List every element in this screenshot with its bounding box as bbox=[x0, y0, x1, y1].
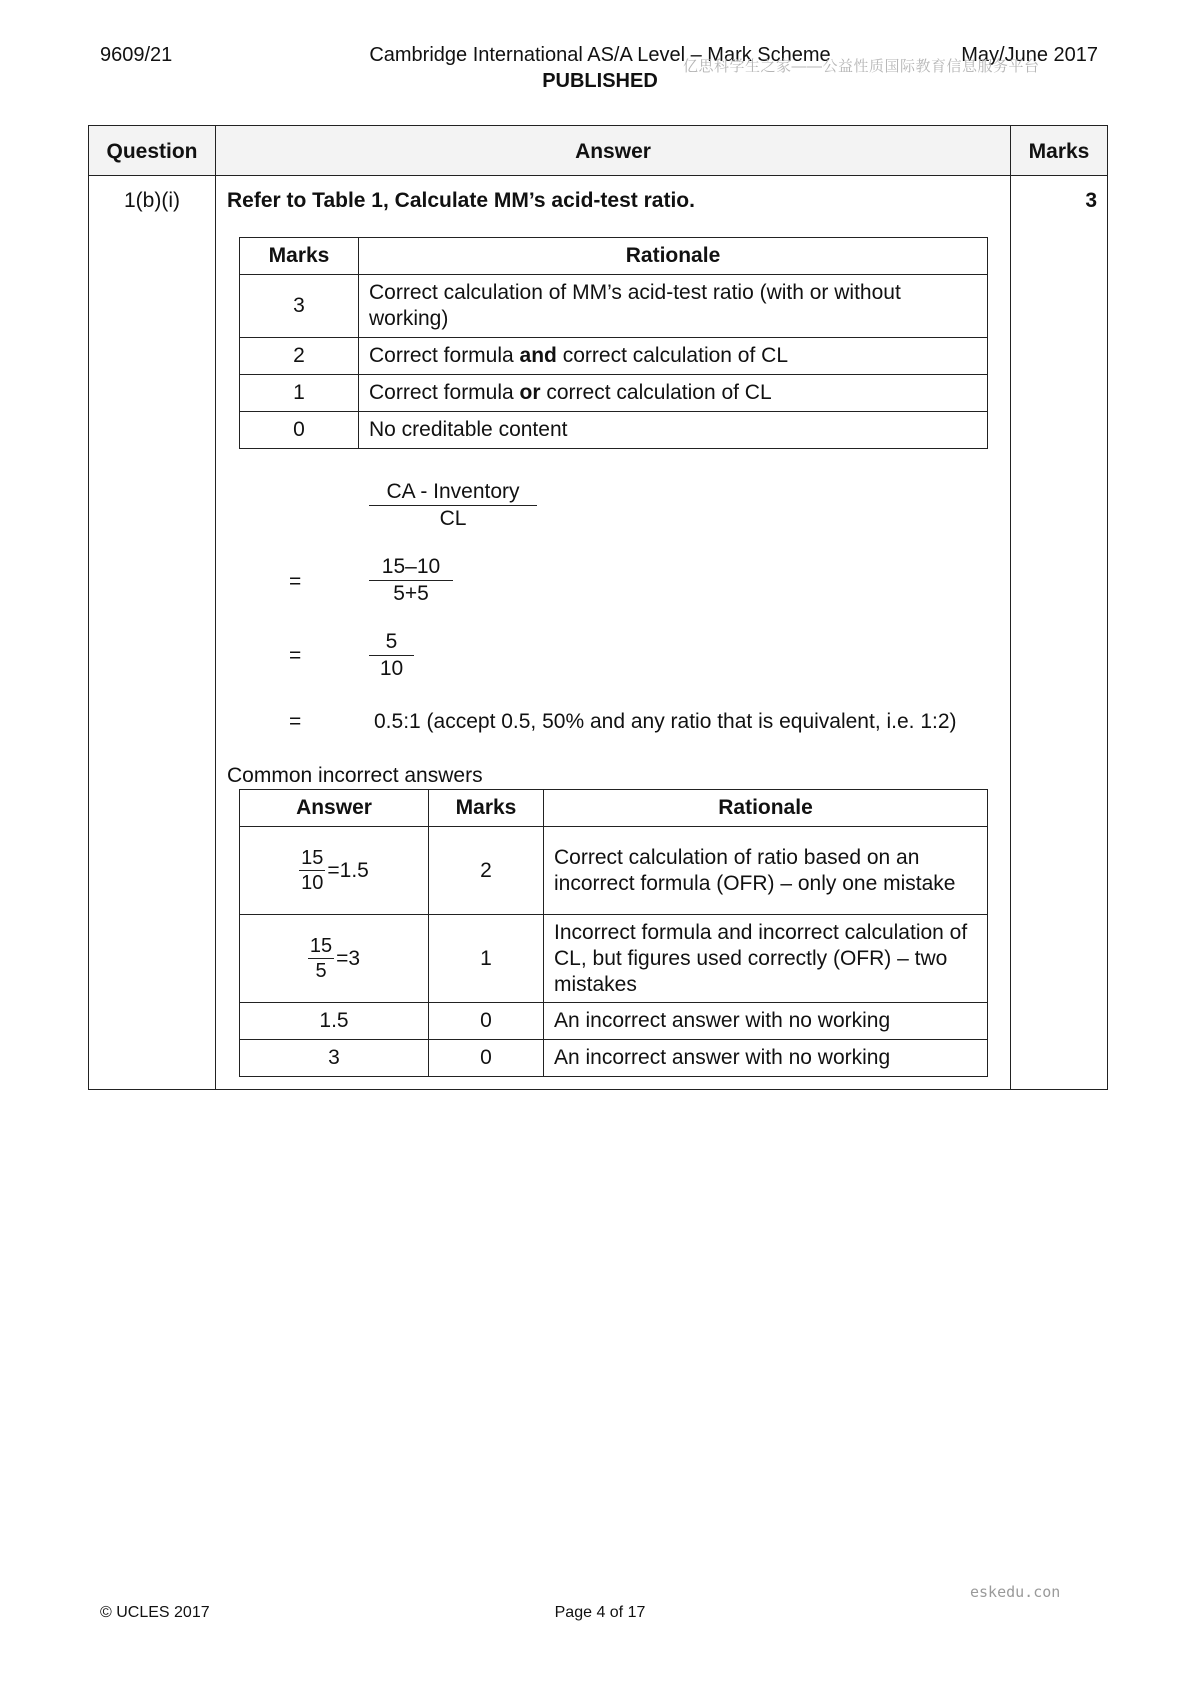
step2-denominator: 10 bbox=[379, 657, 404, 680]
answer-cell bbox=[240, 827, 429, 915]
answer-cell: 1.5 bbox=[240, 1003, 429, 1040]
rationale-cell: An incorrect answer with no working bbox=[544, 1003, 988, 1040]
common-incorrect-title: Common incorrect answers bbox=[227, 764, 483, 787]
column-divider bbox=[1010, 126, 1011, 1089]
ci-header-marks: Marks bbox=[429, 790, 544, 827]
question-number: 1(b)(i) bbox=[124, 189, 180, 212]
mark-cell: 1 bbox=[240, 375, 359, 412]
rationale-cell: Correct calculation of ratio based on an incorrect formula (OFR) – only one mistake bbox=[544, 827, 988, 915]
answer-denominator: 5 bbox=[315, 960, 327, 982]
rationale-header-marks: Marks bbox=[240, 238, 359, 275]
header-marks: Marks bbox=[1028, 140, 1090, 163]
ci-header-answer: Answer bbox=[240, 790, 429, 827]
page-number: Page 4 of 17 bbox=[554, 1604, 646, 1621]
rationale-cell: Incorrect formula and incorrect calculation of CL, but figures used correctly (OFR) – two mistakes bbox=[544, 915, 988, 1003]
answer-numerator: 15 bbox=[301, 847, 324, 869]
mark-cell: 3 bbox=[240, 275, 359, 338]
table-row bbox=[240, 338, 988, 375]
formula-numerator: CA - Inventory bbox=[369, 479, 537, 506]
question-text: Refer to Table 1, Calculate MM’s acid-test ratio. bbox=[227, 189, 695, 212]
equals-sign: = bbox=[289, 570, 302, 593]
table-row bbox=[240, 915, 988, 1003]
header-answer: Answer bbox=[575, 140, 651, 163]
exam-session: May/June 2017 bbox=[961, 44, 1098, 66]
rationale-emphasis: or bbox=[519, 381, 541, 404]
answer-numerator: 15 bbox=[309, 935, 333, 957]
answer-cell bbox=[240, 915, 429, 1003]
table-row bbox=[240, 1040, 988, 1077]
header-question: Question bbox=[106, 140, 198, 163]
answer-cell: 3 bbox=[240, 1040, 429, 1077]
rationale-text: correct calculation of CL bbox=[540, 381, 772, 404]
table-row bbox=[240, 375, 988, 412]
rationale-cell bbox=[359, 375, 988, 412]
formula-fraction bbox=[369, 479, 537, 532]
marks-cell: 0 bbox=[429, 1003, 544, 1040]
rationale-cell: Correct calculation of MM’s acid-test ratio (with or without working) bbox=[359, 275, 988, 338]
equals-sign: = bbox=[289, 644, 302, 667]
answer-fraction bbox=[308, 934, 334, 983]
rationale-text: correct calculation of CL bbox=[556, 344, 788, 367]
table-row bbox=[240, 412, 988, 449]
table-row bbox=[240, 275, 988, 338]
rationale-cell: An incorrect answer with no working bbox=[544, 1040, 988, 1077]
document-title: Cambridge International AS/A Level – Mark Scheme bbox=[369, 44, 831, 66]
step1-numerator: 15–10 bbox=[369, 554, 453, 581]
question-marks: 3 bbox=[1085, 189, 1097, 212]
answer-result: =1.5 bbox=[327, 858, 369, 882]
rationale-cell: No creditable content bbox=[359, 412, 988, 449]
watermark-text: 亿思科学生之家——公益性质国际教育信息服务平台 bbox=[683, 58, 1040, 75]
ci-header-rationale: Rationale bbox=[544, 790, 988, 827]
rationale-text: Correct formula bbox=[369, 381, 520, 404]
rationale-cell bbox=[359, 338, 988, 375]
common-incorrect-table bbox=[239, 789, 988, 1077]
published-label: PUBLISHED bbox=[542, 70, 658, 92]
site-watermark: eskedu.con bbox=[970, 1583, 1061, 1601]
marks-cell: 1 bbox=[429, 915, 544, 1003]
equals-sign: = bbox=[289, 710, 302, 733]
marks-cell: 0 bbox=[429, 1040, 544, 1077]
column-divider bbox=[215, 126, 216, 1089]
answer-denominator: 10 bbox=[301, 872, 324, 894]
answer-fraction bbox=[299, 846, 325, 895]
rationale-header-rationale: Rationale bbox=[359, 238, 988, 275]
step2-numerator: 5 bbox=[369, 629, 414, 656]
step1-fraction bbox=[369, 554, 453, 607]
paper-code: 9609/21 bbox=[100, 44, 173, 66]
rationale-text: Correct formula bbox=[369, 344, 520, 367]
step2-fraction bbox=[369, 629, 414, 682]
final-answer: 0.5:1 (accept 0.5, 50% and any ratio that is equivalent, i.e. 1:2) bbox=[374, 710, 957, 733]
rationale-emphasis: and bbox=[519, 344, 557, 367]
marks-cell: 2 bbox=[429, 827, 544, 915]
table-row bbox=[240, 827, 988, 915]
formula-denominator: CL bbox=[439, 507, 467, 530]
table-row bbox=[240, 1003, 988, 1040]
step1-denominator: 5+5 bbox=[393, 582, 429, 605]
mark-cell: 2 bbox=[240, 338, 359, 375]
mark-cell: 0 bbox=[240, 412, 359, 449]
rationale-table bbox=[239, 237, 988, 449]
copyright: © UCLES 2017 bbox=[100, 1604, 210, 1621]
answer-result: =3 bbox=[336, 946, 361, 970]
mark-scheme-table bbox=[88, 125, 1108, 1090]
